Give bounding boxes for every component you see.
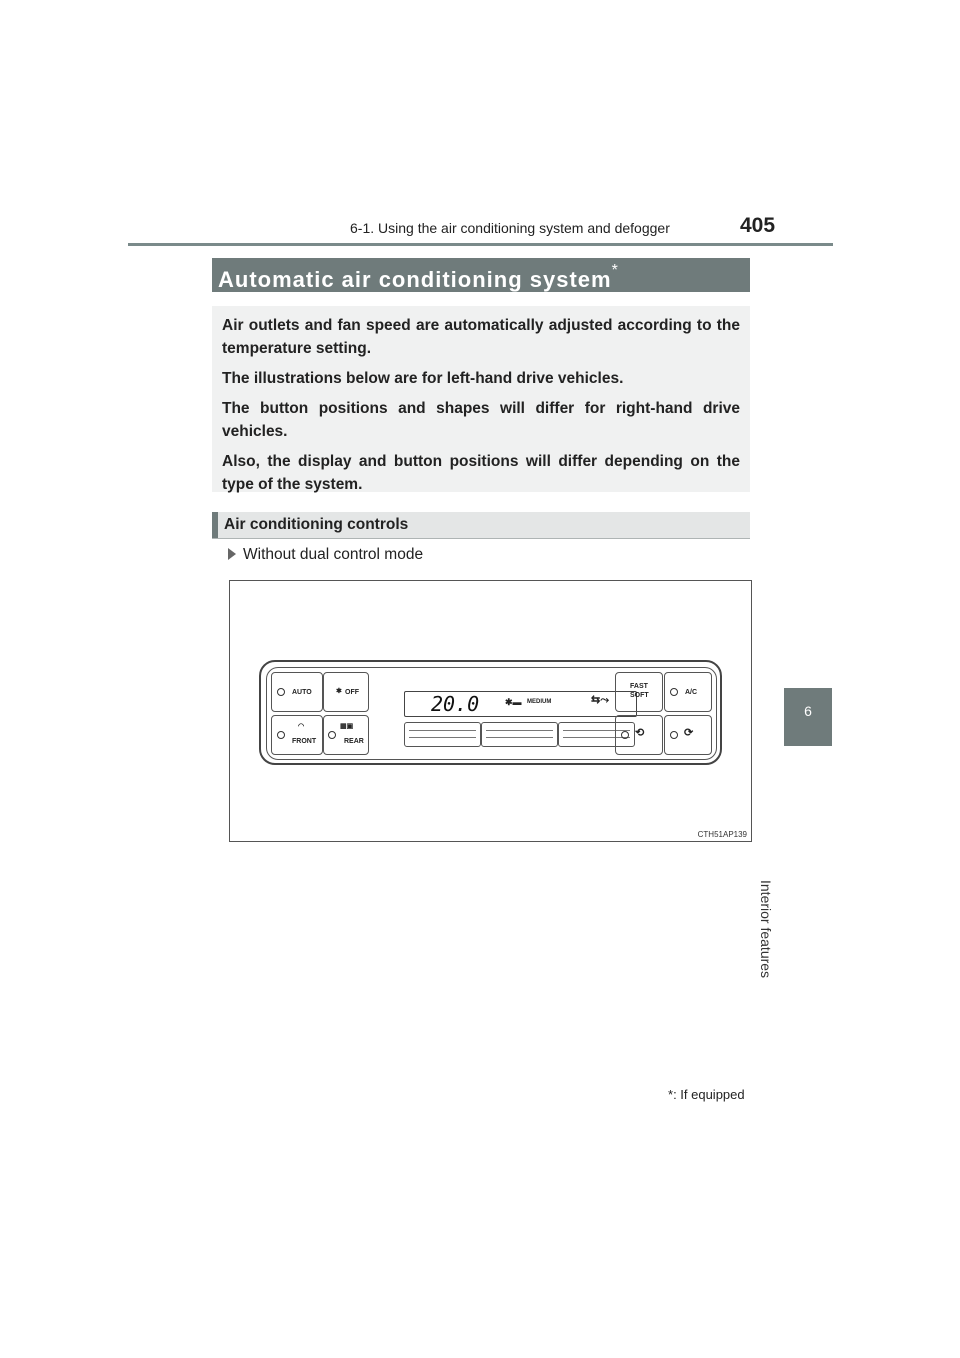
soft-label: SOFT: [630, 692, 649, 699]
front-label: FRONT: [292, 738, 317, 745]
ac-label: A/C: [685, 689, 698, 696]
intro-paragraph: Air outlets and fan speed are automatically adjusted according to the temperature setting.: [222, 317, 740, 357]
fast-label: FAST: [630, 683, 648, 690]
intro-paragraph: The illustrations below are for left-hand drive vehicles.: [222, 370, 624, 387]
recirculated-air-button: [664, 715, 712, 755]
auto-button: [271, 672, 323, 712]
fast-soft-button: [615, 672, 663, 712]
front-defogger-icon: ◠: [298, 723, 305, 730]
fan-speed-label: MEDIUM: [527, 699, 552, 705]
recirculated-air-icon: ⟳: [684, 727, 694, 739]
bullet-arrow-icon: [228, 548, 236, 560]
rear-defogger-icon: ▦▣: [340, 723, 354, 730]
off-label: OFF: [345, 689, 359, 696]
intro-paragraph: Also, the display and button positions will differ depending on the type of the system.: [222, 453, 740, 493]
dial-vent: [404, 722, 481, 747]
if-equipped-mark: *: [611, 262, 619, 279]
air-outlet-icon: ⇆⤳: [591, 694, 610, 706]
section-title: Automatic air conditioning system: [218, 267, 612, 292]
chapter-label: Interior features: [758, 880, 774, 979]
control-panel: [266, 667, 717, 760]
footnote-mark: *: [668, 1087, 674, 1102]
front-defogger-button: [271, 715, 323, 755]
subheading: Air conditioning controls: [224, 516, 409, 533]
intro-paragraph: The button positions and shapes will differ for right-hand drive vehicles.: [222, 400, 740, 440]
header-rule: [128, 243, 833, 246]
rear-label: REAR: [344, 738, 364, 745]
figure-code: CTH51AP139: [697, 830, 747, 839]
outside-air-icon: ⟲: [635, 727, 645, 739]
subheading-bar: [212, 512, 750, 539]
footnote-text: : If equipped: [673, 1087, 745, 1102]
ac-button: [664, 672, 712, 712]
dial-vent: [481, 722, 558, 747]
bullet-text: Without dual control mode: [243, 546, 424, 563]
fan-off-button: [323, 672, 369, 712]
auto-label: AUTO: [292, 689, 312, 696]
header-section-title: 6-1. Using the air conditioning system and defogger: [350, 220, 670, 236]
page-number: 405: [740, 214, 776, 237]
control-panel-outline: [259, 660, 722, 765]
section-title-bar: [212, 258, 750, 292]
fan-speed-icon: ✱▬: [505, 697, 522, 707]
intro-box: [212, 306, 750, 492]
footnote: [668, 1087, 745, 1102]
rear-defogger-button: [323, 715, 369, 755]
fan-icon: ✱: [336, 688, 342, 695]
temperature-readout: 20.0: [431, 692, 480, 716]
chapter-tab: 6: [784, 688, 832, 746]
control-panel-figure: [229, 580, 752, 842]
bullet-item: [228, 546, 423, 564]
climate-display: [404, 691, 637, 717]
outside-air-button: [615, 715, 663, 755]
